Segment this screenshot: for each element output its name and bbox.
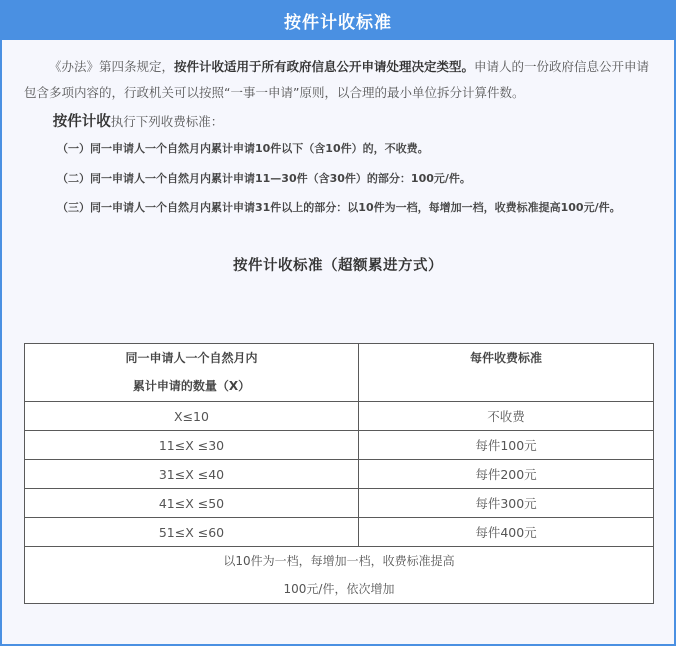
section-header [2, 0, 674, 40]
rule-1: （一）同一申请人一个自然月内累计申请10件以下（含10件）的，不收费。 [57, 142, 429, 155]
footer-note [25, 547, 654, 604]
table-row [25, 431, 654, 460]
range-cell: X≤10 [25, 402, 359, 431]
fee-cell: 每件200元 [359, 460, 654, 489]
intro-paragraph [24, 54, 652, 106]
header-fee [359, 344, 654, 402]
table-row [25, 489, 654, 518]
footer-line1: 以10件为一档，每增加一档，收费标准提高 [223, 554, 455, 568]
range-cell: 51≤X ≤60 [25, 518, 359, 547]
range-cell: 41≤X ≤50 [25, 489, 359, 518]
range-cell: 11≤X ≤30 [25, 431, 359, 460]
rule-2: （二）同一申请人一个自然月内累计申请11—30件（含30件）的部分：100元/件。 [57, 172, 471, 185]
standard-text: 执行下列收费标准： [110, 114, 224, 129]
range-cell: 31≤X ≤40 [25, 460, 359, 489]
intro-suffix: 申请人的一份政府信息公开申请包含多项内容的，行政机关可以按照“一事一申请”原则，以合理的最小单位拆分计算件数。 [24, 59, 650, 100]
fee-cell: 每件300元 [359, 489, 654, 518]
content-body [2, 40, 674, 276]
fee-cell: 不收费 [359, 402, 654, 431]
fee-cell: 每件100元 [359, 431, 654, 460]
header-fee-label: 每件收费标准 [469, 351, 542, 365]
standard-heading [24, 110, 652, 134]
table-row [25, 518, 654, 547]
table-row [25, 402, 654, 431]
header-quantity-line2: 累计申请的数量（X） [132, 379, 251, 393]
fee-cell: 每件400元 [359, 518, 654, 547]
header-quantity-line1: 同一申请人一个自然月内 [125, 351, 258, 365]
fee-table [24, 343, 654, 604]
footer-line2: 100元/件，依次增加 [283, 582, 395, 596]
standard-bold: 按件计收 [52, 113, 111, 130]
header-quantity [25, 344, 359, 402]
rule-3: （三）同一申请人一个自然月内累计申请31件以上的部分：以10件为一档，每增加一档，收费标准提高100元/件。 [57, 201, 621, 214]
table-title: 按件计收标准（超额累进方式） [233, 257, 443, 274]
table-footer-row [25, 547, 654, 604]
table-header-row [25, 344, 654, 402]
intro-bold: 按件计收适用于所有政府信息公开申请处理决定类型。 [174, 59, 475, 74]
intro-prefix: 《办法》第四条规定， [49, 59, 175, 74]
table-row [25, 460, 654, 489]
section-title: 按件计收标准 [284, 12, 392, 33]
